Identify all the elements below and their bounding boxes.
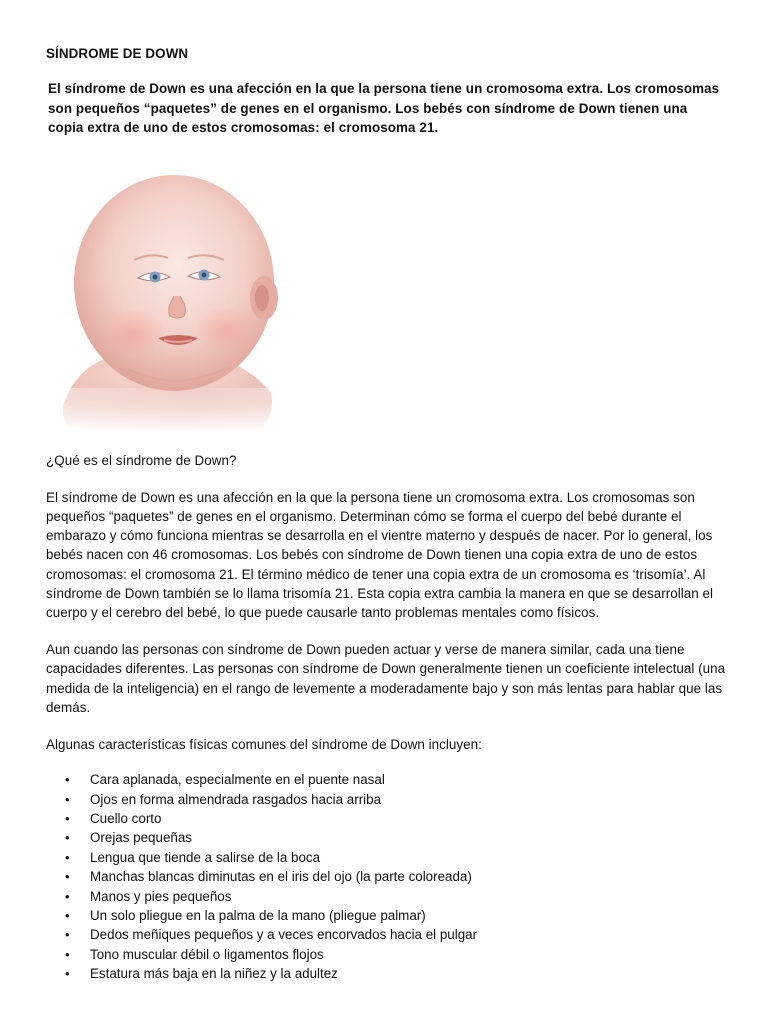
list-item: • Dedos meñiques pequeños y a veces encorvados hacia el pulgar <box>46 925 726 944</box>
bullet-icon: • <box>65 927 70 943</box>
list-item: • Manchas blancas diminutas en el iris del ojo (la parte coloreada) <box>46 867 726 886</box>
bullet-icon: • <box>65 810 70 826</box>
bullet-icon: • <box>65 772 70 788</box>
list-item: • Un solo pliegue en la palma de la mano (pliegue palmar) <box>46 906 726 925</box>
document-title: SÍNDROME DE DOWN <box>46 46 189 61</box>
bullet-icon: • <box>65 830 70 846</box>
paragraph-capabilities: Aun cuando las personas con síndrome de Down pueden actuar y verse de manera similar, cada una tiene capacidades diferentes. Las personas con síndrome de Down generalmente tienen un coeficiente intelectual (una medida de la inteligencia) en el rango de levemente a moderadamente bajo y son más lentas para hablar que las demás. <box>46 642 726 715</box>
intro-paragraph: El síndrome de Down es una afección en la que la persona tiene un cromosoma extra. Los cromosomas son pequeños “paquetes” de genes en el organismo. Los bebés con síndrome de Down tienen una copia extra de uno de estos cromosomas: el cromosoma 21. <box>48 81 720 135</box>
bullet-icon: • <box>65 946 70 962</box>
characteristics-list <box>46 770 726 983</box>
bullet-icon: • <box>65 888 70 904</box>
list-item: • Orejas pequeñas <box>46 828 726 847</box>
list-item: • Cara aplanada, especialmente en el puente nasal <box>46 770 726 789</box>
list-item: • Lengua que tiende a salirse de la boca <box>46 848 726 867</box>
bullet-icon: • <box>65 907 70 923</box>
list-item: • Manos y pies pequeños <box>46 887 726 906</box>
bullet-icon: • <box>65 791 70 807</box>
list-item: • Tono muscular débil o ligamentos flojos <box>46 945 726 964</box>
section-question: ¿Qué es el síndrome de Down? <box>46 452 237 468</box>
paragraph-definition: El síndrome de Down es una afección en la que la persona tiene un cromosoma extra. Los cromosomas son pequeños “paquetes” de genes en el organismo. Determinan cómo se forma el cuerpo del bebé durante el embarazo y cómo funciona mientras se desarrolla en el vientre materno y después de nacer. Por lo general, los bebés nacen con 46 cromosomas. Los bebés con síndrome de Down tienen una copia extra de uno de estos cromosomas: el cromosoma 21. El término médico de tener una copia extra de un cromosoma es ‘trisomía’. Al síndrome de Down también se lo llama trisomía 21. Esta copia extra cambia la manera en que se desarrollan el cuerpo y el cerebro del bebé, lo que puede causarle tanto problemas mentales como físicos. <box>46 489 714 620</box>
bullet-icon: • <box>65 849 70 865</box>
list-item: • Cuello corto <box>46 809 726 828</box>
bullet-icon: • <box>65 869 70 885</box>
baby-face-illustration <box>46 148 306 433</box>
document-page <box>46 44 726 984</box>
bullet-icon: • <box>65 966 70 982</box>
list-intro: Algunas características físicas comunes del síndrome de Down incluyen: <box>46 736 482 752</box>
illustration-container <box>46 148 726 433</box>
list-item: • Estatura más baja en la niñez y la adultez <box>46 964 726 983</box>
list-item: • Ojos en forma almendrada rasgados hacia arriba <box>46 790 726 809</box>
